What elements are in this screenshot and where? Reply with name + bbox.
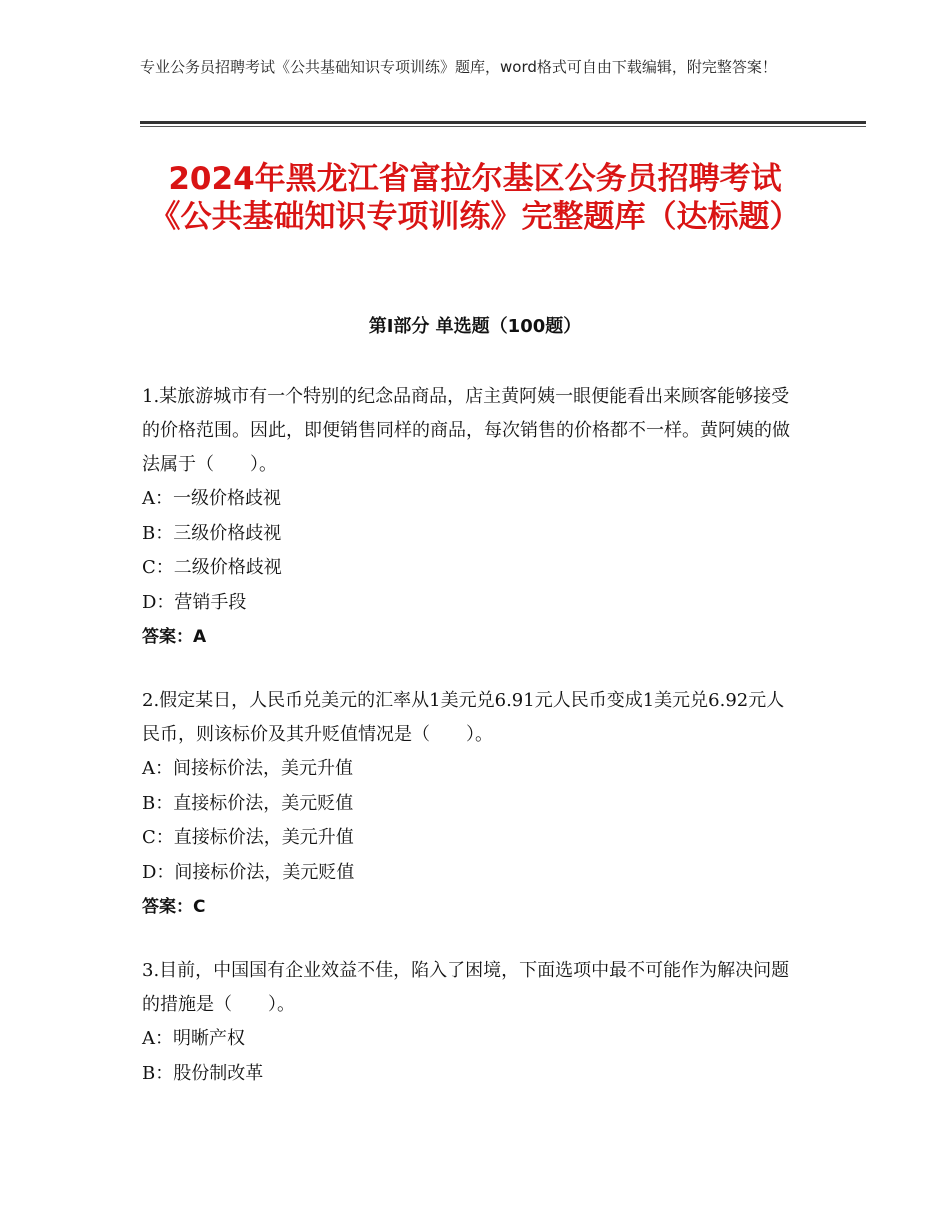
header-rule-thick [140, 121, 866, 124]
option-a: A：明晰产权 [142, 1028, 245, 1049]
question-2 [142, 684, 802, 924]
option-c: C：直接标价法，美元升值 [142, 827, 354, 848]
header-note: 专业公务员招聘考试《公共基础知识专项训练》题库，word格式可自由下载编辑，附完整答案！ [140, 58, 777, 76]
question-list [142, 380, 802, 1121]
option-b: B：三级价格歧视 [142, 522, 282, 544]
option-a: A：间接标价法，美元升值 [142, 758, 353, 779]
option-a: A：一级价格歧视 [142, 488, 281, 509]
header-rule-thin [140, 126, 866, 127]
answer-label: 答案：C [142, 897, 206, 917]
question-3 [142, 954, 802, 1091]
option-b: B：直接标价法，美元贬值 [142, 792, 354, 814]
option-b: B：股份制改革 [142, 1062, 264, 1084]
answer-label: 答案：A [142, 627, 207, 647]
question-stem: 1.某旅游城市有一个特别的纪念品商品，店主黄阿姨一眼便能看出来顾客能够接受的价格范围。因此，即便销售同样的商品，每次销售的价格都不一样。黄阿姨的做法属于（ ）。 [142, 386, 790, 475]
question-stem: 2.假定某日，人民币兑美元的汇率从1美元兑6.91元人民币变成1美元兑6.92元人民币，则该标价及其升贬值情况是（ ）。 [142, 690, 785, 745]
document-title: 2024年黑龙江省富拉尔基区公务员招聘考试《公共基础知识专项训练》完整题库（达标题） [149, 161, 801, 235]
option-d: D：间接标价法，美元贬值 [142, 861, 355, 883]
question-stem: 3.目前，中国国有企业效益不佳，陷入了困境，下面选项中最不可能作为解决问题的措施是（ ）。 [142, 960, 790, 1015]
section-heading: 第Ⅰ部分 单选题（100题） [368, 316, 582, 337]
question-1 [142, 380, 802, 654]
option-d: D：营销手段 [142, 591, 247, 613]
option-c: C：二级价格歧视 [142, 557, 282, 578]
